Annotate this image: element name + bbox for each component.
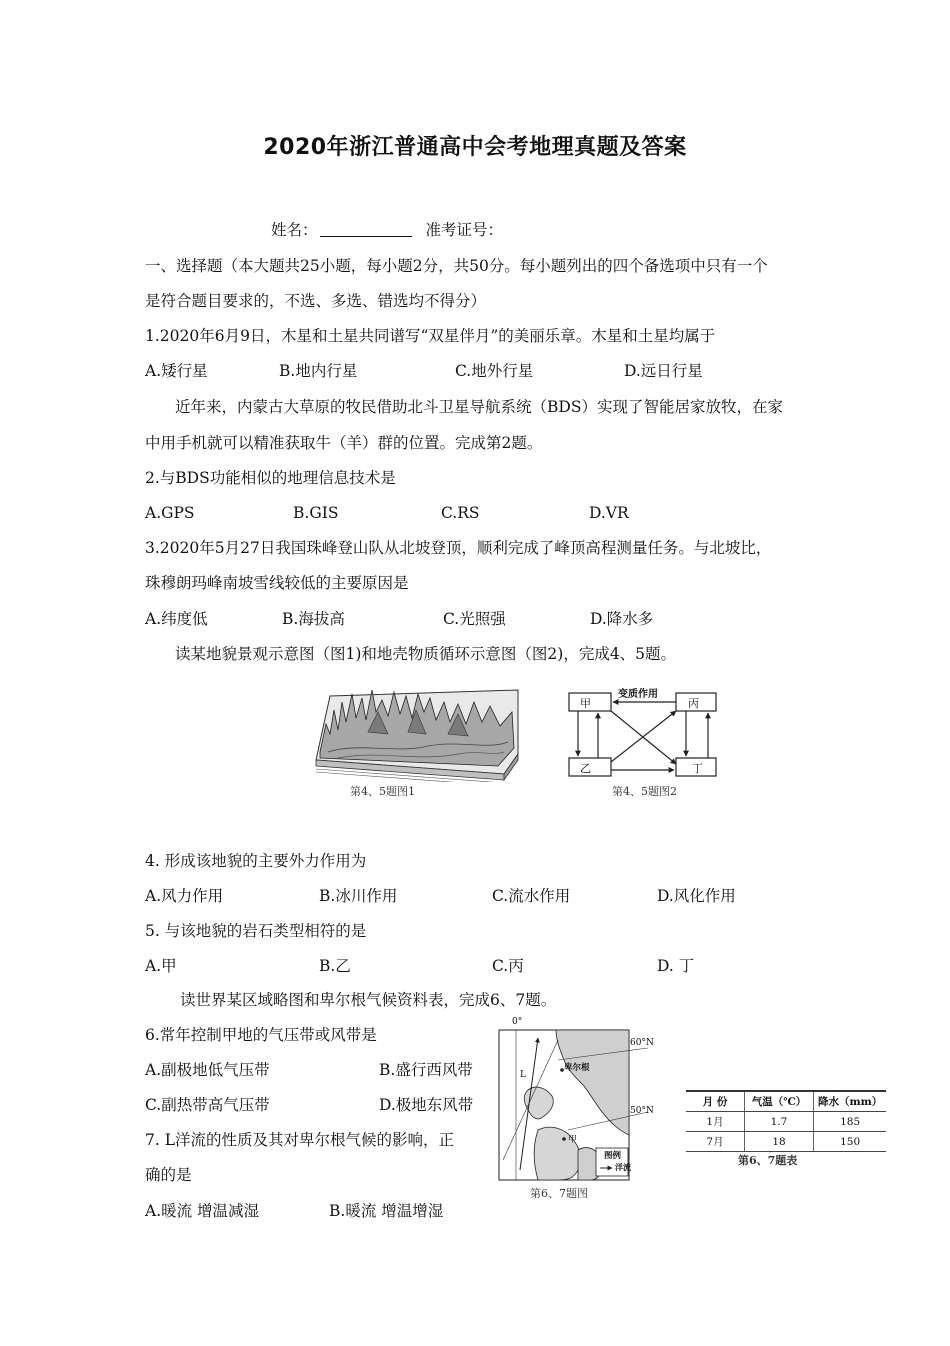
q6-option-a: A.副极地低气压带 [145, 1061, 270, 1079]
q5-stem: 5. 与该地貌的岩石类型相符的是 [145, 922, 367, 940]
q5-option-c: C.丙 [492, 957, 524, 975]
q7-option-a: A.暖流 增温减湿 [145, 1202, 260, 1220]
q4-option-a: A.风力作用 [145, 887, 224, 905]
passage67: 读世界某区域略图和卑尔根气候资料表，完成6、7题。 [180, 991, 557, 1009]
q4-stem: 4. 形成该地貌的主要外力作用为 [145, 852, 367, 870]
map-legend-title: 图例 [604, 1151, 622, 1161]
table-cell: 7月 [686, 1132, 745, 1152]
q7-line1: 7. L洋流的性质及其对卑尔根气候的影响，正 [145, 1131, 455, 1149]
q2-option-d: D.VR [589, 504, 629, 522]
passage45: 读某地貌景观示意图（图1)和地壳物质循环示意图（图2)，完成4、5题。 [175, 645, 677, 663]
table-cell: 150 [814, 1132, 887, 1152]
table-cell: 18 [745, 1132, 814, 1152]
table-caption: 第6、7题表 [738, 1154, 798, 1167]
table-cell: 1月 [686, 1112, 745, 1132]
q2-option-b: B.GIS [293, 504, 339, 522]
fig1-caption: 第4、5题图1 [350, 785, 415, 798]
map-current-l: L [520, 1070, 526, 1080]
table-row [686, 1112, 886, 1132]
q6-stem: 6.常年控制甲地的气压带或风带是 [145, 1026, 377, 1044]
map-lat-50: 50°N [630, 1106, 654, 1116]
table-header: 月 份 [686, 1091, 745, 1112]
fig2-box-bing: 丙 [688, 697, 699, 710]
q5-option-b: B.乙 [319, 957, 351, 975]
q3-option-b: B.海拔高 [282, 610, 345, 628]
candidate-info [271, 220, 503, 240]
q1-stem: 1.2020年6月9日，木星和土星共同谱写“双星伴月”的美丽乐章。木星和土星均属于 [145, 327, 716, 345]
q3-option-d: D.降水多 [590, 610, 654, 628]
map-legend-current: 洋流 [615, 1162, 631, 1172]
q2-option-a: A.GPS [145, 504, 195, 522]
table-row [686, 1132, 886, 1152]
q7-option-b: B.暖流 增温增湿 [329, 1202, 444, 1220]
table-header: 降水（mm） [814, 1091, 887, 1112]
q1-option-a: A.矮行星 [145, 362, 208, 380]
table-cell: 1.7 [745, 1112, 814, 1132]
section-heading-line1: 一、选择题（本大题共25小题，每小题2分，共50分。每小题列出的四个备选项中只有一个 [145, 257, 768, 275]
fig2-box-jia: 甲 [580, 697, 591, 710]
q3-line2: 珠穆朗玛峰南坡雪线较低的主要原因是 [145, 574, 409, 592]
section-heading-line2: 是符合题目要求的，不选、多选、错选均不得分） [145, 292, 487, 310]
q6-option-b: B.盛行西风带 [379, 1061, 473, 1079]
fig1-landform-diagram [308, 672, 528, 782]
name-label: 姓名： [271, 221, 318, 239]
fig2-box-yi: 乙 [580, 762, 591, 775]
table-header-row [686, 1091, 886, 1112]
q5-option-d: D. 丁 [657, 957, 695, 975]
name-blank [320, 222, 412, 237]
q4-option-b: B.冰川作用 [319, 887, 398, 905]
q2-stem: 2.与BDS功能相似的地理信息技术是 [145, 469, 396, 487]
map-city-bergen: 卑尔根 [564, 1063, 590, 1073]
passage2-line2: 中用手机就可以精准获取牛（羊）群的位置。完成第2题。 [145, 434, 543, 452]
map-lon-0: 0° [512, 1017, 523, 1027]
climate-table [686, 1090, 886, 1152]
q3-line1: 3.2020年5月27日我国珠峰登山队从北坡登顶，顺利完成了峰顶高程测量任务。与北坡比， [145, 539, 772, 557]
id-label: 准考证号： [425, 221, 504, 239]
q1-option-c: C.地外行星 [455, 362, 534, 380]
q3-option-c: C.光照强 [443, 610, 506, 628]
table-cell: 185 [814, 1112, 887, 1132]
page-title: 2020年浙江普通高中会考地理真题及答案 [263, 135, 687, 160]
q1-option-d: D.远日行星 [624, 362, 703, 380]
q6-option-c: C.副热带高气压带 [145, 1096, 270, 1114]
fig2-metamorphism-label: 变质作用 [618, 689, 658, 700]
passage2-line1: 近年来，内蒙古大草原的牧民借助北斗卫星导航系统（BDS）实现了智能居家放牧，在家 [175, 398, 783, 416]
q7-line2: 确的是 [145, 1166, 192, 1184]
q1-option-b: B.地内行星 [279, 362, 358, 380]
fig2-caption: 第4、5题图2 [612, 785, 677, 798]
map-place-jia: 甲 [568, 1135, 578, 1145]
q4-option-c: C.流水作用 [492, 887, 571, 905]
q3-option-a: A.纬度低 [145, 610, 208, 628]
map-lat-60: 60°N [630, 1038, 654, 1048]
fig2-box-ding: 丁 [692, 762, 703, 775]
q5-option-a: A.甲 [145, 957, 177, 975]
fig2-rock-cycle-diagram [566, 686, 718, 782]
q4-option-d: D.风化作用 [657, 887, 736, 905]
q2-option-c: C.RS [441, 504, 480, 522]
table-header: 气温（℃） [745, 1091, 814, 1112]
region-map [498, 1017, 658, 1182]
q6-option-d: D.极地东风带 [379, 1096, 474, 1114]
map-caption: 第6、7题图 [530, 1187, 588, 1200]
